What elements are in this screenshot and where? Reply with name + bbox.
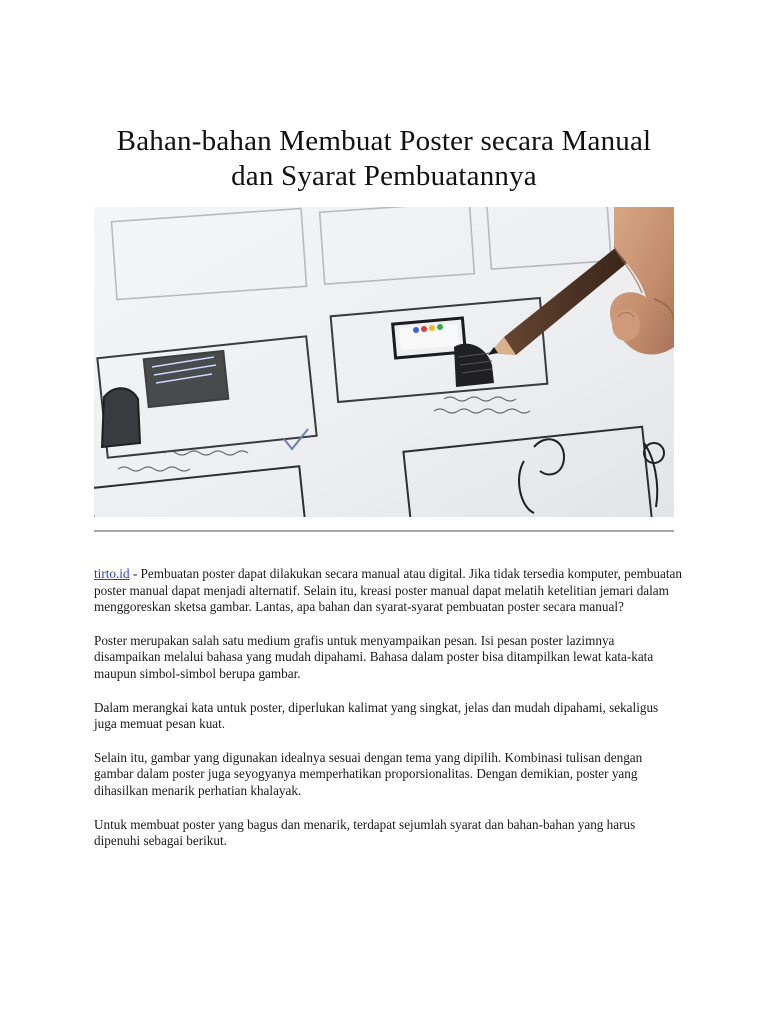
body-paragraph: Untuk membuat poster yang bagus dan menarik, terdapat sejumlah syarat dan bahan-bahan yang harus dipenuhi sebagai berikut. [94,816,636,849]
body-paragraph: Poster merupakan salah satu medium grafis untuk menyampaikan pesan. Isi pesan poster lazimnya disampaikan melalui bahasa yang mudah dipahami. Bahasa dalam poster bisa ditampilkan lewat kata-kata maupun simbol-simbol berupa gambar. [94,632,654,681]
lead-paragraph [94,566,684,616]
article-title: Bahan-bahan Membuat Poster secara Manual dan Syarat Pembuatannya [116,125,652,192]
content-divider [94,530,674,532]
body-paragraph: Selain itu, gambar yang digunakan idealnya sesuai dengan tema yang dipilih. Kombinasi tulisan dengan gambar dalam poster juga seyogyanya memperhatikan proporsionalitas. Dengan demikian, poster yang dihasilkan menarik perhatian khalayak. [94,749,643,798]
body-paragraph: Dalam merangkai kata untuk poster, diperlukan kalimat yang singkat, jelas dan mudah dipahami, sekaligus juga memuat pesan kuat. [94,699,659,732]
lead-paragraph-text: - Pembuatan poster dapat dilakukan secara manual atau digital. Jika tidak tersedia komputer, pembuatan poster manual dapat menjadi alternatif. Selain itu, kreasi poster manual dapat melatih ketelitian jemari dalam menggoreskan sketsa gambar. Lantas, apa bahan dan syarat-syarat pembuatan poster secara manual? [94,566,682,615]
article-body [94,566,684,867]
hero-image [94,207,674,517]
source-link[interactable]: tirto.id [94,566,130,581]
